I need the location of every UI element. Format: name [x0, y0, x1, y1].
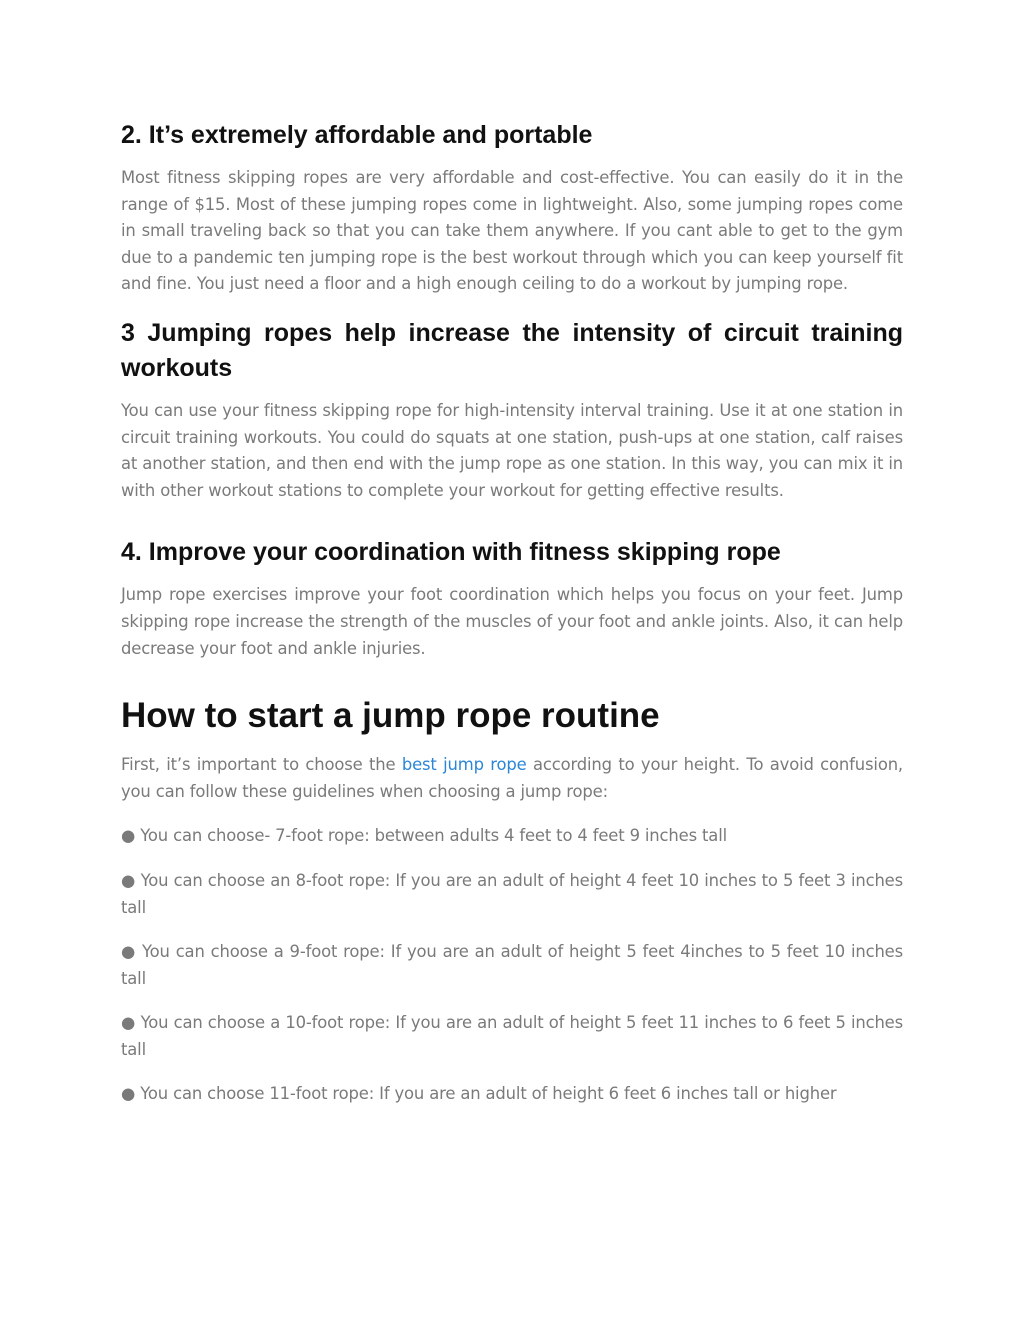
list-item: [121, 939, 903, 992]
section-circuit-training: [121, 316, 903, 504]
bullet-icon: ●: [121, 942, 137, 962]
section-routine: [121, 694, 903, 1108]
section-heading: 4. Improve your coordination with fitness skipping rope: [121, 538, 781, 567]
bullet-icon: ●: [121, 1084, 136, 1104]
section-heading: 2. It’s extremely affordable and portable: [121, 121, 593, 149]
list-item-text: You can choose- 7-foot rope: between adults 4 feet to 4 feet 9 inches tall: [140, 826, 728, 846]
bullet-icon: ●: [121, 870, 136, 890]
bullet-icon: ●: [121, 826, 136, 846]
bullet-icon: ●: [121, 1013, 136, 1033]
section-affordable: [121, 118, 903, 298]
list-item: [121, 823, 903, 850]
intro-text-after-link: according to your height. To avoid confusion, you can follow these guidelines when choosing a jump rope:: [121, 755, 903, 801]
best-jump-rope-link[interactable]: best jump rope: [401, 755, 527, 775]
section-paragraph: You can use your fitness skipping rope for high-intensity interval training. Use it at one station in circuit training workouts. You could do squats at one station, push-ups at one station, calf raises at another station, and then end with the jump rope as one station. In this way, you can mix it in with other workout stations to complete your workout for getting effective results.: [121, 400, 903, 500]
section-paragraph: Most fitness skipping ropes are very affordable and cost-effective. You can easily do it in the range of $15. Most of these jumping ropes come in lightweight. Also, some jumping ropes come in small traveling back so that you can take them anywhere. If you cant able to get to the gym due to a pandemic ten jumping rope is the best workout through which you can keep yourself fit and fine. You just need a floor and a high enough ceiling to do a workout by jumping rope.: [121, 168, 903, 294]
list-item: [121, 1081, 903, 1108]
document-page: [121, 118, 903, 1108]
list-item-text: You can choose a 9-foot rope: If you are an adult of height 5 feet 4inches to 5 feet 10 inches tall: [121, 942, 904, 988]
section-heading: 3 Jumping ropes help increase the intensity of circuit training workouts: [121, 318, 903, 382]
section-paragraph: Jump rope exercises improve your foot coordination which helps you focus on your feet. Jump skipping rope increase the strength of the muscles of your foot and ankle joints. Also, it can help decrease your foot and ankle injuries.: [121, 585, 903, 658]
intro-text-before-link: First, it’s important to choose the: [121, 755, 402, 775]
rope-size-list: [121, 823, 903, 1108]
list-item: [121, 868, 903, 921]
section-coordination: [121, 535, 903, 662]
list-item-text: You can choose 11-foot rope: If you are an adult of height 6 feet 6 inches tall or higher: [140, 1084, 837, 1104]
routine-intro: [121, 752, 903, 805]
list-item: [121, 1010, 903, 1063]
routine-heading: How to start a jump rope routine: [121, 696, 660, 736]
list-item-text: You can choose an 8-foot rope: If you are an adult of height 4 feet 10 inches to 5 feet 3 inches tall: [121, 870, 904, 917]
list-item-text: You can choose a 10-foot rope: If you are an adult of height 5 feet 11 inches to 6 feet 5 inches tall: [121, 1013, 904, 1059]
